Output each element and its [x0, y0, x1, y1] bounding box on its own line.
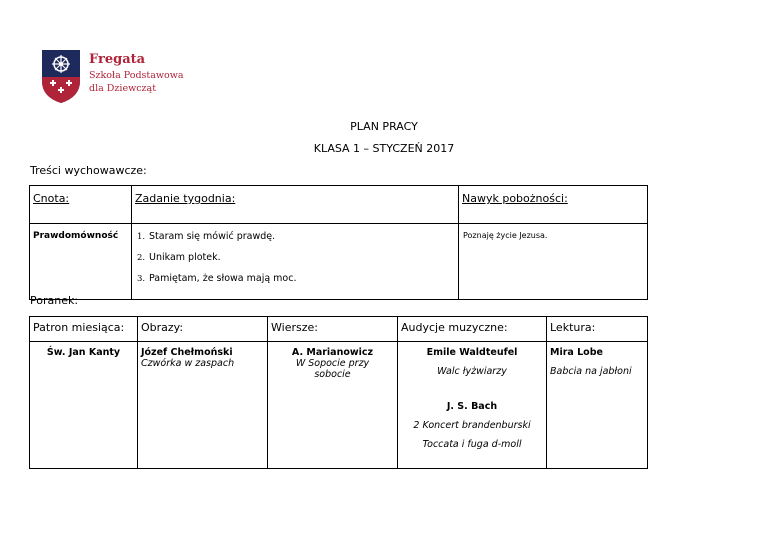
- patron-value: Św. Jan Kanty: [46, 347, 121, 358]
- reading-author: Mira Lobe: [550, 347, 603, 358]
- header-images: Obrazy:: [141, 321, 184, 334]
- school-subtitle-line2: dla Dziewcząt: [89, 83, 157, 94]
- doc-title: PLAN PRACY: [350, 120, 418, 133]
- header-task: Zadanie tygodnia:: [135, 192, 236, 205]
- list-item-text: Unikam plotek.: [149, 252, 221, 263]
- weekly-tasks-list: [132, 224, 458, 293]
- list-item: [132, 251, 458, 272]
- morning-table: [29, 316, 648, 469]
- education-table: [29, 185, 648, 300]
- list-item-number: 1.: [137, 232, 146, 242]
- list-item: [132, 272, 458, 293]
- music-composer-2: J. S. Bach: [446, 401, 498, 412]
- school-subtitle: [89, 69, 184, 95]
- school-subtitle-line1: Szkoła Podstawowa: [89, 70, 184, 81]
- music-piece-1: Walc łyżwiarzy: [437, 366, 507, 377]
- music-piece-3: Toccata i fuga d-moll: [422, 439, 522, 450]
- list-item-text: Pamiętam, że słowa mają moc.: [149, 273, 297, 284]
- doc-subtitle: KLASA 1 – STYCZEŃ 2017: [313, 142, 455, 155]
- school-logo: [40, 47, 200, 107]
- list-item-text: Staram się mówić prawdę.: [149, 231, 276, 242]
- shield-icon: [40, 47, 82, 105]
- habit-value: Poznaję życie Jezusa.: [463, 231, 548, 240]
- music-piece-2: 2 Koncert brandenburski: [413, 420, 531, 431]
- reading-title: Babcia na jabłoni: [550, 366, 632, 377]
- header-poems: Wiersze:: [271, 321, 318, 334]
- poems-title: W Sopocie przy sobocie: [295, 358, 370, 380]
- header-patron: Patron miesiąca:: [33, 321, 125, 334]
- images-title: Czwórka w zaspach: [141, 358, 235, 369]
- music-composer-1: Emile Waldteufel: [426, 347, 518, 358]
- section-label-education: Treści wychowawcze:: [30, 164, 147, 177]
- header-music: Audycje muzyczne:: [401, 321, 508, 334]
- list-item-number: 2.: [137, 253, 146, 263]
- section-label-morning: Poranek:: [30, 294, 79, 307]
- list-item: [132, 230, 458, 251]
- header-habit: Nawyk pobożności:: [462, 192, 568, 205]
- school-name: Fregata: [89, 52, 146, 67]
- images-author: Józef Chełmoński: [141, 347, 233, 358]
- header-virtue: Cnota:: [33, 192, 70, 205]
- virtue-value: Prawdomówność: [33, 231, 119, 241]
- header-reading: Lektura:: [550, 321, 596, 334]
- list-item-number: 3.: [137, 274, 146, 284]
- poems-author: A. Marianowicz: [291, 347, 374, 358]
